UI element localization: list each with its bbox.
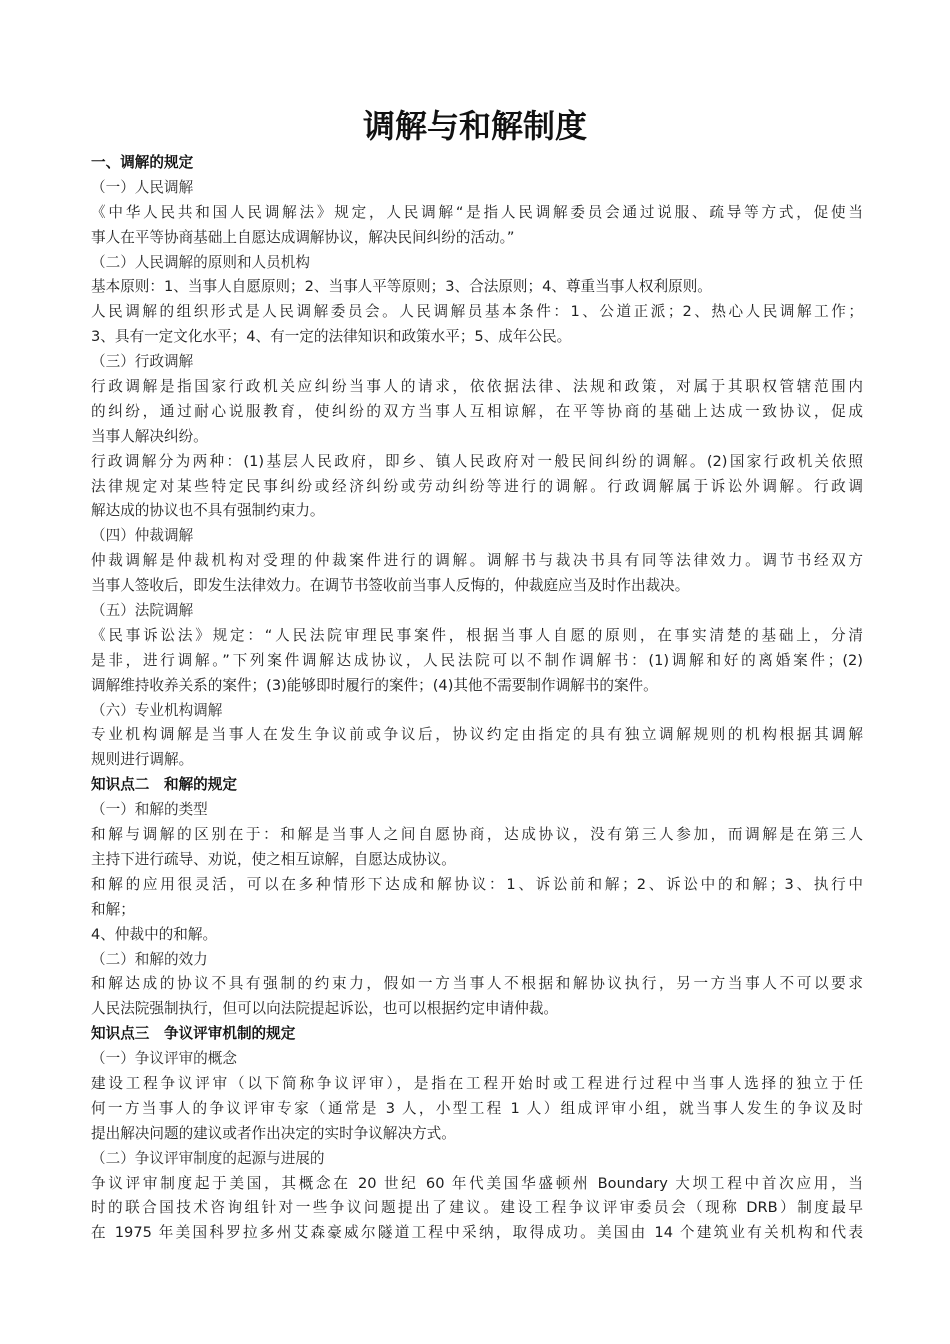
paragraph-line: 调解维持收养关系的案件；(3)能够即时履行的案件；(4)其他不需要制作调解书的案件。 [91, 676, 658, 694]
paragraph-line: 行政调解是指国家行政机关应纠纷当事人的请求，依依据法律、法规和政策，对属于其职权管辖范围内 [91, 378, 863, 396]
paragraph-line: 人民调解的组织形式是人民调解委员会。人民调解员基本条件：1、公道正派；2、热心人民调解工作； [91, 303, 863, 321]
paragraph-line: 事人在平等协商基础上自愿达成调解协议，解决民间纠纷的活动。” [91, 228, 515, 246]
document-title: 调解与和解制度 [362, 107, 587, 145]
subsection-heading: （三）行政调解 [91, 353, 194, 371]
subsection-heading: （二）人民调解的原则和人员机构 [91, 253, 310, 271]
paragraph-line: 《中华人民共和国人民调解法》规定，人民调解“是指人民调解委员会通过说服、疏导等方式，促使当 [91, 203, 863, 221]
paragraph-line: 提出解决问题的建议或者作出决定的实时争议解决方式。 [91, 1124, 456, 1142]
paragraph-line: 主持下进行疏导、劝说，使之相互谅解，自愿达成协议。 [91, 850, 456, 868]
document-body [91, 151, 863, 1246]
paragraph-line: 4、仲裁中的和解。 [91, 925, 218, 943]
paragraph-line: 何一方当事人的争议评审专家（通常是 3 人，小型工程 1 人）组成评审小组，就当事人发生的争议及时 [91, 1099, 863, 1117]
subsection-heading: （二）争议评审制度的起源与进展的 [91, 1149, 325, 1167]
subsection-heading: （二）和解的效力 [91, 950, 208, 968]
paragraph-line: 当事人签收后，即发生法律效力。在调节书签收前当事人反悔的，仲裁庭应当及时作出裁决。 [91, 577, 690, 595]
subsection-heading: （一）人民调解 [91, 178, 194, 196]
subsection-heading: （一）争议评审的概念 [91, 1050, 237, 1068]
paragraph-line: 基本原则：1、当事人自愿原则；2、当事人平等原则；3、合法原则；4、尊重当事人权利原则。 [91, 278, 712, 296]
paragraph-line: 争议评审制度起于美国，其概念在 20 世纪 60 年代美国华盛顿州 Boundary 大坝工程中首次应用，当 [91, 1174, 863, 1192]
paragraph-line: 3、具有一定文化水平；4、有一定的法律知识和政策水平；5、成年公民。 [91, 328, 572, 346]
section-heading: 知识点三 争议评审机制的规定 [91, 1025, 296, 1043]
paragraph-line: 当事人解决纠纷。 [91, 427, 208, 445]
subsection-heading: （五）法院调解 [91, 602, 194, 620]
paragraph-line: 解达成的协议也不具有强制约束力。 [91, 502, 325, 520]
paragraph-line: 仲裁调解是仲裁机构对受理的仲裁案件进行的调解。调解书与裁决书具有同等法律效力。调节书经双方 [91, 552, 863, 570]
paragraph-line: 人民法院强制执行，但可以向法院提起诉讼，也可以根据约定申请仲裁。 [91, 1000, 559, 1018]
paragraph-line: 时的联合国技术咨询组针对一些争议问题提出了建议。建设工程争议评审委员会（现称 DRB）制度最早 [91, 1199, 863, 1217]
subsection-heading: （六）专业机构调解 [91, 701, 223, 719]
paragraph-line: 规则进行调解。 [91, 751, 194, 769]
paragraph-line: 的纠纷，通过耐心说服教育，使纠纷的双方当事人互相谅解，在平等协商的基础上达成一致协议，促成 [91, 402, 863, 420]
paragraph-line: 行政调解分为两种：(1)基层人民政府，即乡、镇人民政府对一般民间纠纷的调解。(2)国家行政机关依照 [91, 452, 863, 470]
paragraph-line: 法律规定对某些特定民事纠纷或经济纠纷或劳动纠纷等进行的调解。行政调解属于诉讼外调解。行政调 [91, 477, 863, 495]
paragraph-line: 和解与调解的区别在于：和解是当事人之间自愿协商，达成协议，没有第三人参加，而调解是在第三人 [91, 826, 863, 844]
section-heading: 一、调解的规定 [91, 154, 194, 171]
paragraph-line: 和解； [91, 900, 135, 918]
paragraph-line: 专业机构调解是当事人在发生争议前或争议后，协议约定由指定的具有独立调解规则的机构根据其调解 [91, 726, 863, 744]
paragraph-line: 是非，进行调解。”下列案件调解达成协议，人民法院可以不制作调解书：(1)调解和好的离婚案件；(2) [91, 651, 863, 669]
section-heading: 知识点二 和解的规定 [91, 776, 237, 794]
paragraph-line: 在 1975 年美国科罗拉多州艾森豪威尔隧道工程中采纳，取得成功。美国由 14 个建筑业有关机构和代表 [91, 1224, 863, 1242]
paragraph-line: 和解达成的协议不具有强制的约束力，假如一方当事人不根据和解协议执行，另一方当事人不可以要求 [91, 975, 863, 993]
paragraph-line: 建设工程争议评审（以下简称争议评审），是指在工程开始时或工程进行过程中当事人选择的独立于任 [91, 1074, 863, 1092]
subsection-heading: （一）和解的类型 [91, 801, 208, 819]
paragraph-line: 和解的应用很灵活，可以在多种情形下达成和解协议：1、诉讼前和解；2、诉讼中的和解；3、执行中 [91, 875, 863, 893]
subsection-heading: （四）仲裁调解 [91, 527, 194, 545]
paragraph-line: 《民事诉讼法》规定：“人民法院审理民事案件，根据当事人自愿的原则，在事实清楚的基础上，分清 [91, 626, 863, 644]
